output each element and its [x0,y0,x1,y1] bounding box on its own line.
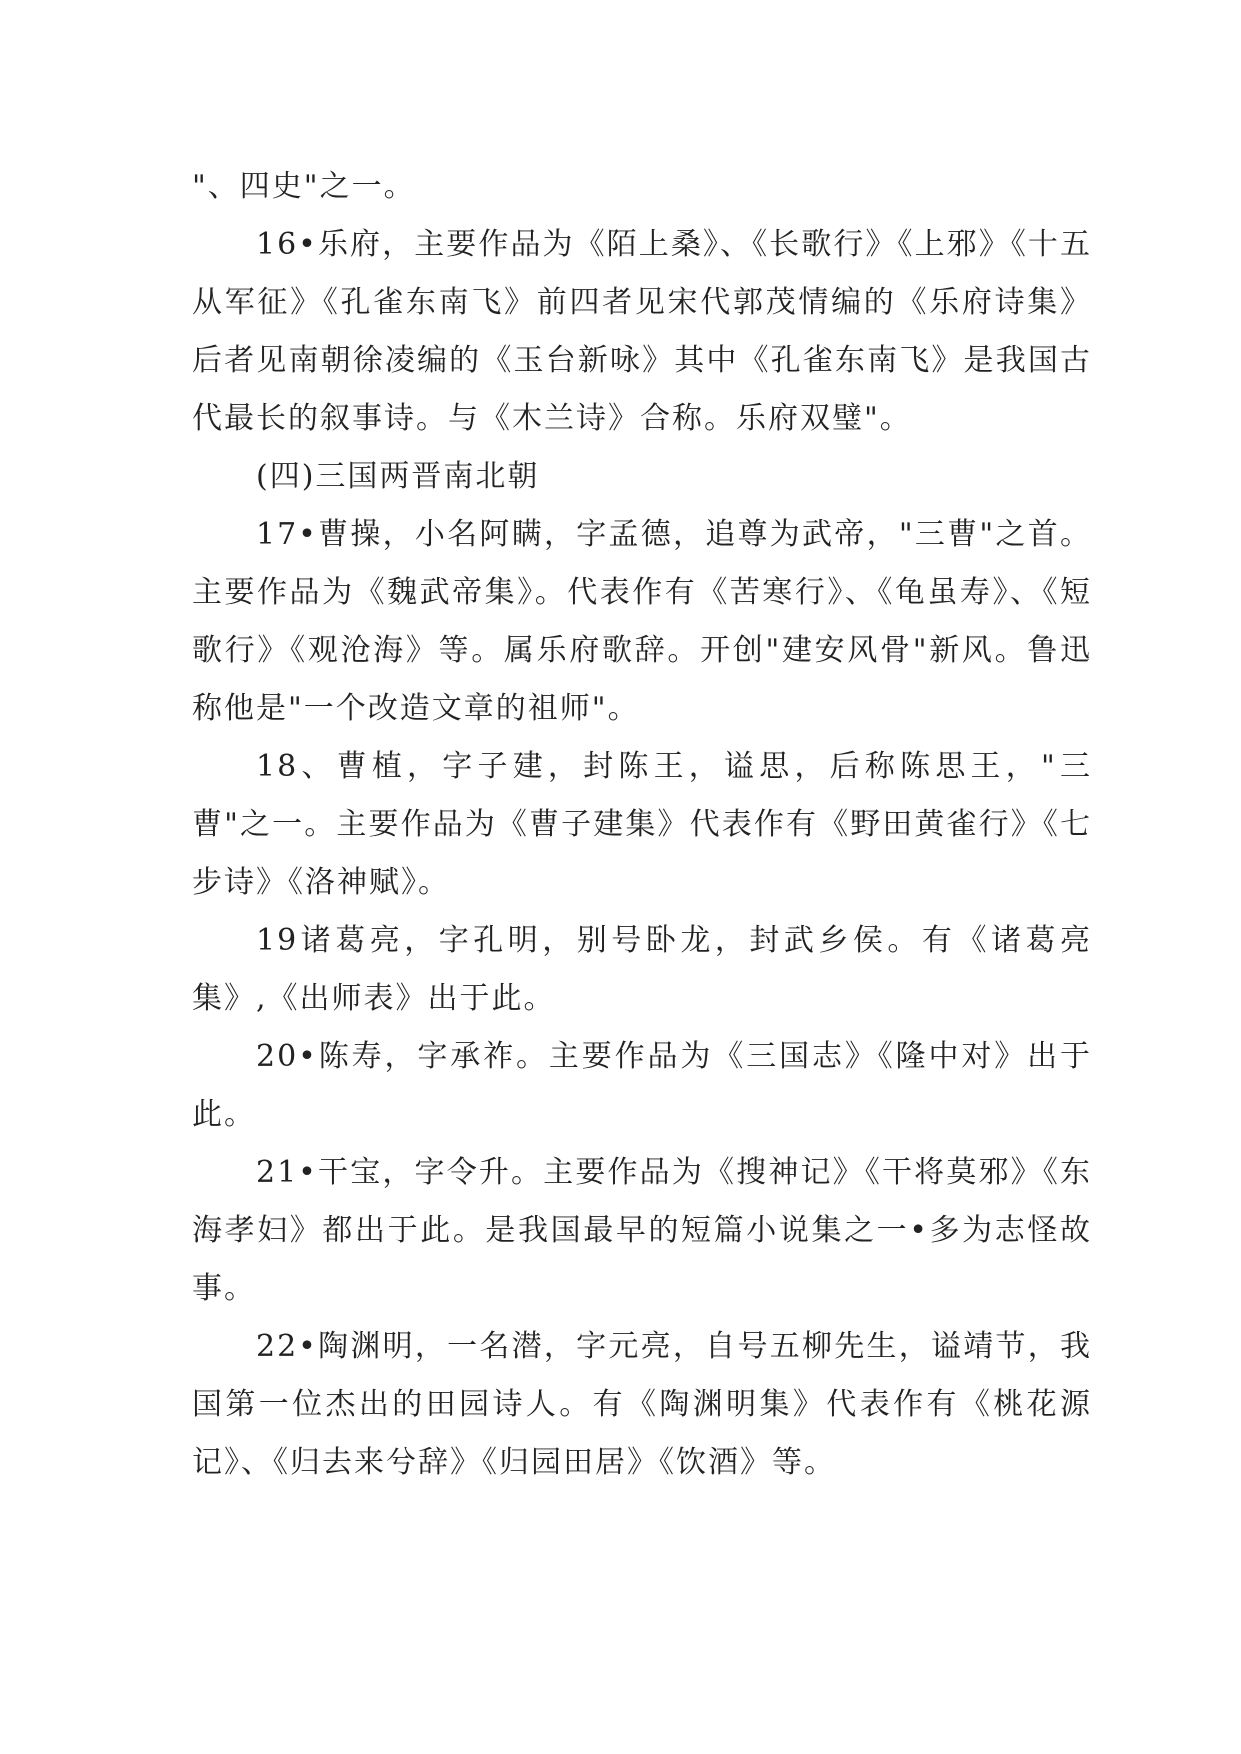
paragraph-item-16: 16•乐府，主要作品为《陌上桑》、《长歌行》《上邪》《十五从军征》《孔雀东南飞》前四者见宋代郭茂情编的《乐府诗集》后者见南朝徐凌编的《玉台新咏》其中《孔雀东南飞》是我国古代最长的叙事诗。与《木兰诗》合称。乐府双璧"。 [192,227,1092,436]
paragraph-item-18: 18、曹植，字子建，封陈王，谥思，后称陈思王，"三曹"之一。主要作品为《曹子建集》代表作有《野田黄雀行》《七步诗》《洛神赋》。 [192,749,1092,900]
paragraph-item-21: 21•干宝，字令升。主要作品为《搜神记》《干将莫邪》《东海孝妇》都出于此。是我国最早的短篇小说集之一•多为志怪故事。 [192,1155,1092,1306]
paragraph-item-17: 17•曹操，小名阿瞒，字孟德，追尊为武帝，"三曹"之首。主要作品为《魏武帝集》。代表作有《苦寒行》、《龟虽寿》、《短歌行》《观沧海》等。属乐府歌辞。开创"建安风骨"新风。鲁迅称他是"一个改造文章的祖师"。 [192,517,1092,726]
document-body [192,158,1092,1492]
section-heading: (四)三国两晋南北朝 [256,459,540,494]
paragraph-item-22: 22•陶渊明，一名潜，字元亮，自号五柳先生，谥靖节，我国第一位杰出的田园诗人。有《陶渊明集》代表作有《桃花源记》、《归去来兮辞》《归园田居》《饮酒》等。 [192,1329,1092,1480]
paragraph-item-19: 19诸葛亮，字孔明，别号卧龙，封武乡侯。有《诸葛亮集》,《出师表》出于此。 [192,923,1092,1016]
paragraph-continuation: "、四史"之一。 [192,169,416,204]
paragraph-item-20: 20•陈寿，字承祚。主要作品为《三国志》《隆中对》出于此。 [192,1039,1092,1132]
